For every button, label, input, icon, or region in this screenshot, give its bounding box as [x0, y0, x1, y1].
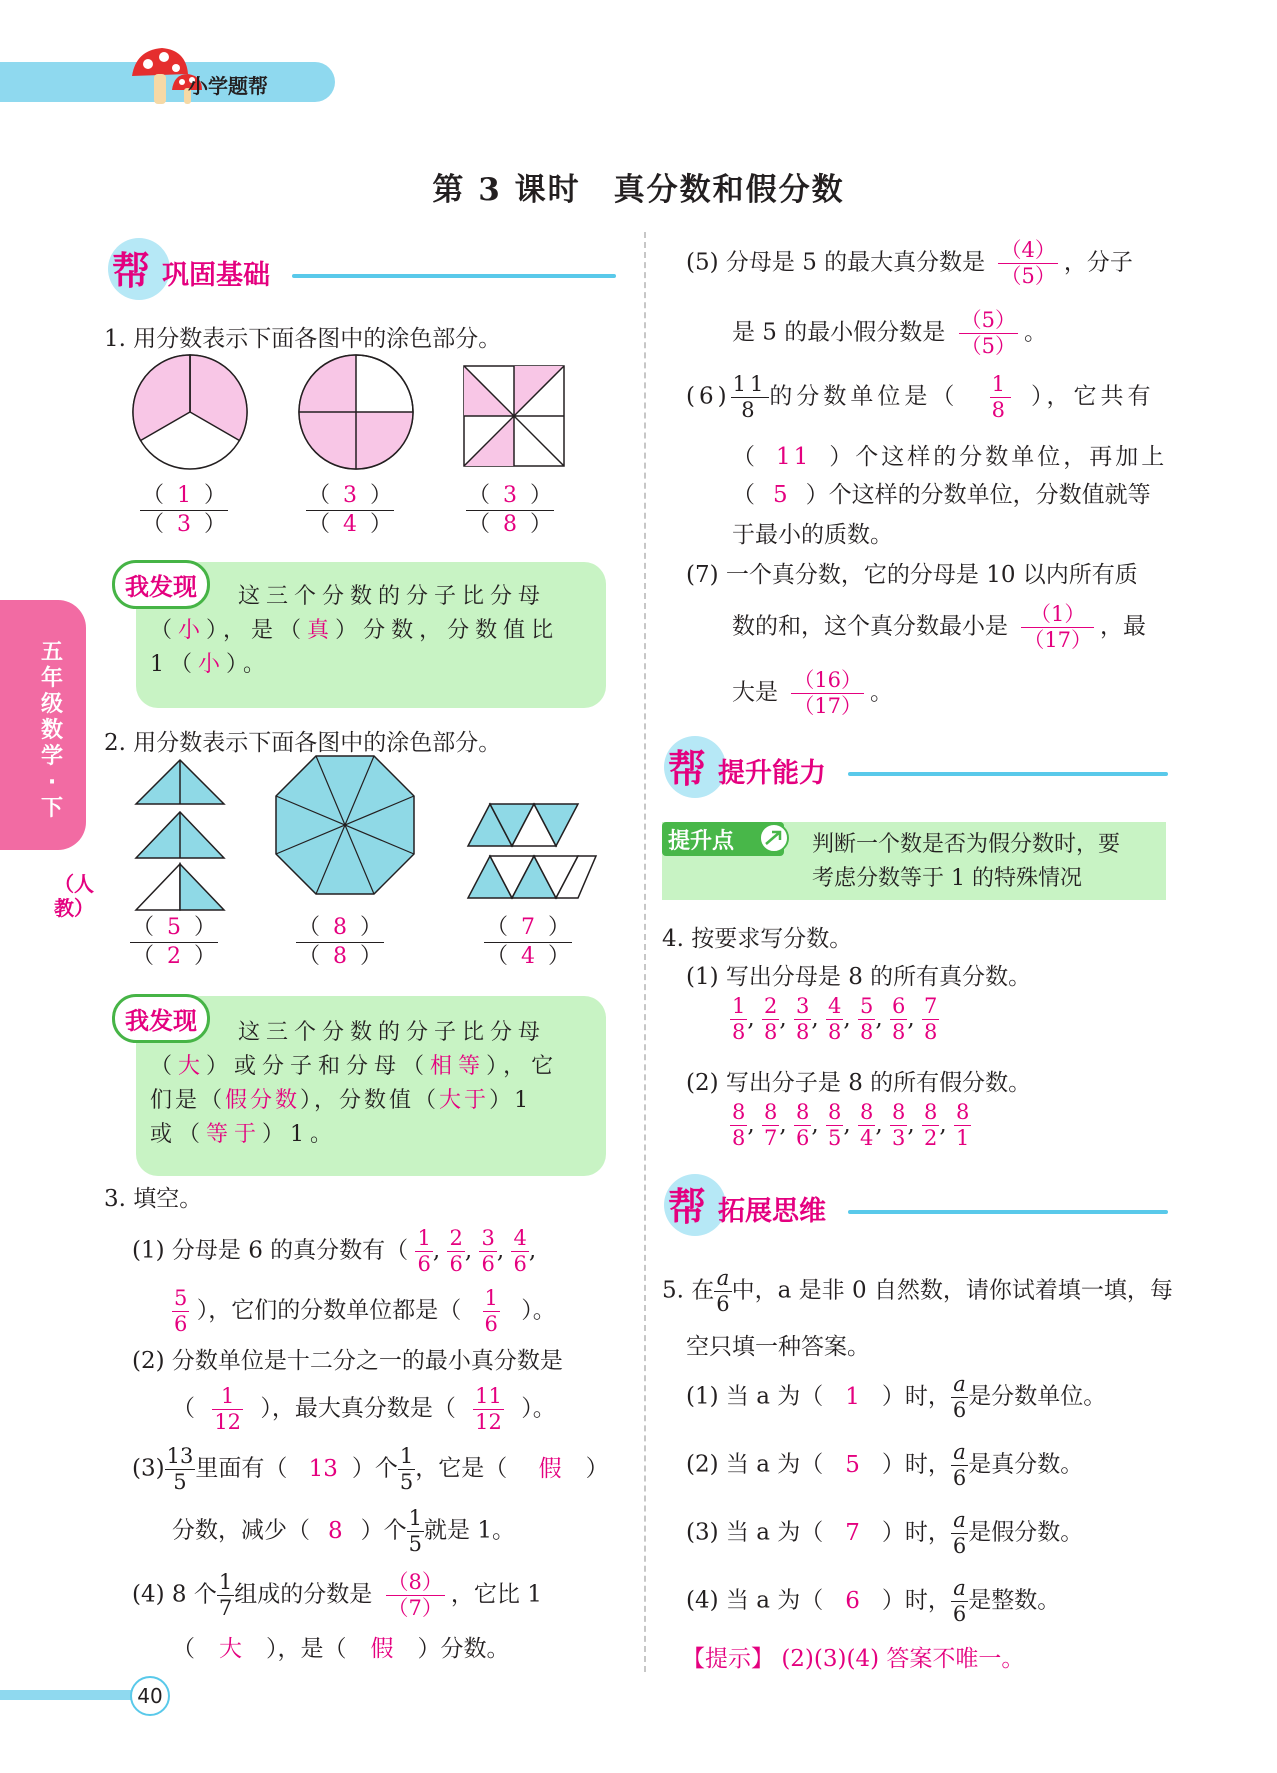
q5-item-2: (2) 当 a 为（ 5 ）时， $\frac{a}{6}$ 是真分数。 [686, 1440, 1084, 1490]
q5-hint: 【提示】 (2)(3)(4) 答案不唯一。 [682, 1646, 1025, 1672]
q3-item-7-line2: 数的和，这个真分数最小是 $\frac{(1)}{(17)}$ ，最 [732, 602, 1147, 652]
q5-item-3: (3) 当 a 为（ 7 ）时， $\frac{a}{6}$ 是假分数。 [686, 1508, 1084, 1558]
section-rule [848, 772, 1168, 776]
q3-item-3-line1: (3) $\frac{13}{5}$ 里面有（ 13 ）个 $\frac{1}{5}$ ，它是（ 假 ） [132, 1444, 609, 1494]
section-header-extend [664, 1174, 1168, 1234]
q3-item-2-line2: （ $\frac{1}{12}$ ），最大真分数是（ $\frac{11}{12}$ ）。 [172, 1384, 556, 1434]
q2-figure-octagon [272, 752, 418, 898]
q5-prompt-line2: 空只填一种答案。 [686, 1334, 870, 1360]
side-tab-edition: （人教） [54, 872, 94, 920]
q2-discovery-line4: 或（等于）1。 [150, 1122, 339, 1147]
q3-item-1-line1: (1) 分母是 6 的真分数有（ $\frac{1}{6}$ , $\frac{2}{6}$ , $\frac{3}{6}$ , $\frac{4}{6}$ , [132, 1226, 537, 1276]
q5-item-1: (1) 当 a 为（ 1 ）时， $\frac{a}{6}$ 是分数单位。 [686, 1372, 1107, 1422]
q2-discovery-label: 我发现 [112, 994, 210, 1043]
section-title: 巩固基础 [162, 260, 270, 291]
section-header-basics [108, 238, 616, 298]
q4-item-1-answers: $\frac{1}{8}$ , $\frac{2}{8}$ , $\frac{3}{8}$ , $\frac{4}{8}$ , $\frac{5}{8}$ , $\frac{6}{8}$ , $\frac{7}{8}$ [732, 994, 938, 1044]
q2-answer-2: （ 8 ） （ 8 ） [298, 915, 383, 969]
q3-item-6-line3: （ 5 ）个这样的分数单位，分数值就等 [732, 482, 1151, 508]
q1-answer-3: （ 3 ） （ 8 ） [468, 483, 553, 537]
q1-figure-square-eighths [462, 364, 568, 470]
q3-item-5-line1: (5) 分母是 5 的最大真分数是 $\frac{(4)}{(5)}$ ，分子 [686, 238, 1133, 288]
q1-discovery-line1: 这三个分数的分子比分母 [238, 584, 547, 609]
section-rule [848, 1210, 1168, 1214]
q3-item-6-line1: (6) $\frac{11}{8}$ 的分数单位是（ $\frac{1}{8}$ ），它共有 [686, 372, 1155, 422]
section-header-improve [664, 736, 1168, 796]
upgrade-arrow-icon [758, 822, 790, 854]
q2-prompt: 2. 用分数表示下面各图中的涂色部分。 [104, 730, 502, 756]
q2-figure-triangles [132, 756, 228, 914]
section-badge-char: 帮 [112, 249, 151, 293]
q3-item-4-line2: （ 大 ），是（ 假 ）分数。 [172, 1636, 510, 1662]
footer-bar [0, 1690, 150, 1700]
section-title: 提升能力 [718, 758, 826, 789]
section-title: 拓展思维 [718, 1196, 826, 1227]
q4-item-2: (2) 写出分子是 8 的所有假分数。 [686, 1070, 1032, 1096]
q5-item-4: (4) 当 a 为（ 6 ）时， $\frac{a}{6}$ 是整数。 [686, 1576, 1061, 1626]
q4-item-1: (1) 写出分母是 8 的所有真分数。 [686, 964, 1032, 990]
q2-answer-1: （ 5 ） （ 2 ） [132, 915, 217, 969]
q2-discovery-line1: 这三个分数的分子比分母 [238, 1020, 547, 1045]
side-tab-grade: 五年级数学·下 [40, 640, 63, 821]
q3-item-6-line4: 于最小的质数。 [732, 522, 893, 548]
column-divider [644, 232, 646, 1672]
q1-discovery-line3: 1（小）。 [150, 652, 272, 677]
q3-item-6-line2: （ 11 ）个这样的分数单位，再加上 [732, 444, 1168, 470]
key-point-label: 提升点 [662, 822, 784, 856]
q1-discovery-line2: （小），是（真）分数，分数值比 [150, 618, 560, 643]
q1-answer-2: （ 3 ） （ 4 ） [308, 483, 393, 537]
q5-prompt-line1: 5. 在 $\frac{a}{6}$ 中，a 是非 0 自然数，请你试着填一填，每 [662, 1266, 1173, 1316]
q3-item-2-line1: (2) 分数单位是十二分之一的最小真分数是 [132, 1348, 563, 1374]
q1-answer-1: （ 1 ） （ 3 ） [142, 483, 227, 537]
section-rule [292, 274, 616, 278]
q1-discovery-label: 我发现 [112, 560, 210, 609]
key-point-text: 判断一个数是否为假分数时，要 考虑分数等于 1 的特殊情况 [812, 832, 1121, 891]
q4-prompt: 4. 按要求写分数。 [662, 926, 853, 952]
page-title: 第 3 课时 真分数和假分数 [432, 172, 845, 208]
q1-prompt: 1. 用分数表示下面各图中的涂色部分。 [104, 326, 502, 352]
q3-item-7-line1: (7) 一个真分数，它的分母是 10 以内所有质 [686, 562, 1138, 588]
q4-item-2-answers: $\frac{8}{8}$ , $\frac{8}{7}$ , $\frac{8}{6}$ , $\frac{8}{5}$ , $\frac{8}{4}$ , $\frac{8}{3}$ , $\frac{8}{2}$ , $\frac{8}{1}$ [732, 1100, 970, 1150]
q1-figure-circle-thirds [130, 352, 250, 472]
q2-discovery-line2: （大）或分子和分母（相等），它 [150, 1054, 560, 1079]
q3-item-3-line2: 分数，减少（ 8 ）个 $\frac{1}{5}$ 就是 1。 [172, 1506, 515, 1556]
section-badge-char: 帮 [668, 747, 707, 791]
q2-discovery-line3: 们是（假分数），分数值（大于）1 [150, 1088, 532, 1113]
q3-prompt: 3. 填空。 [104, 1186, 203, 1212]
q3-item-4-line1: (4) 8 个 $\frac{1}{7}$ 组成的分数是 $\frac{(8)}{(7)}$ ，它比 1 [132, 1570, 542, 1620]
section-badge-char: 帮 [668, 1185, 707, 1229]
page-number: 40 [130, 1676, 170, 1716]
q1-figure-circle-quarters [296, 352, 416, 472]
q3-item-7-line3: 大是 $\frac{(16)}{(17)}$ 。 [732, 668, 894, 718]
brand-name: 小学题帮 [188, 74, 268, 98]
q3-item-5-line2: 是 5 的最小假分数是 $\frac{(5)}{(5)}$ 。 [732, 308, 1047, 358]
q2-figure-parallelograms [464, 800, 600, 902]
q2-answer-3: （ 7 ） （ 4 ） [486, 915, 571, 969]
q3-item-1-line2: $\frac{5}{6}$ ），它们的分数单位都是（ $\frac{1}{6}$ ）。 [174, 1286, 556, 1336]
